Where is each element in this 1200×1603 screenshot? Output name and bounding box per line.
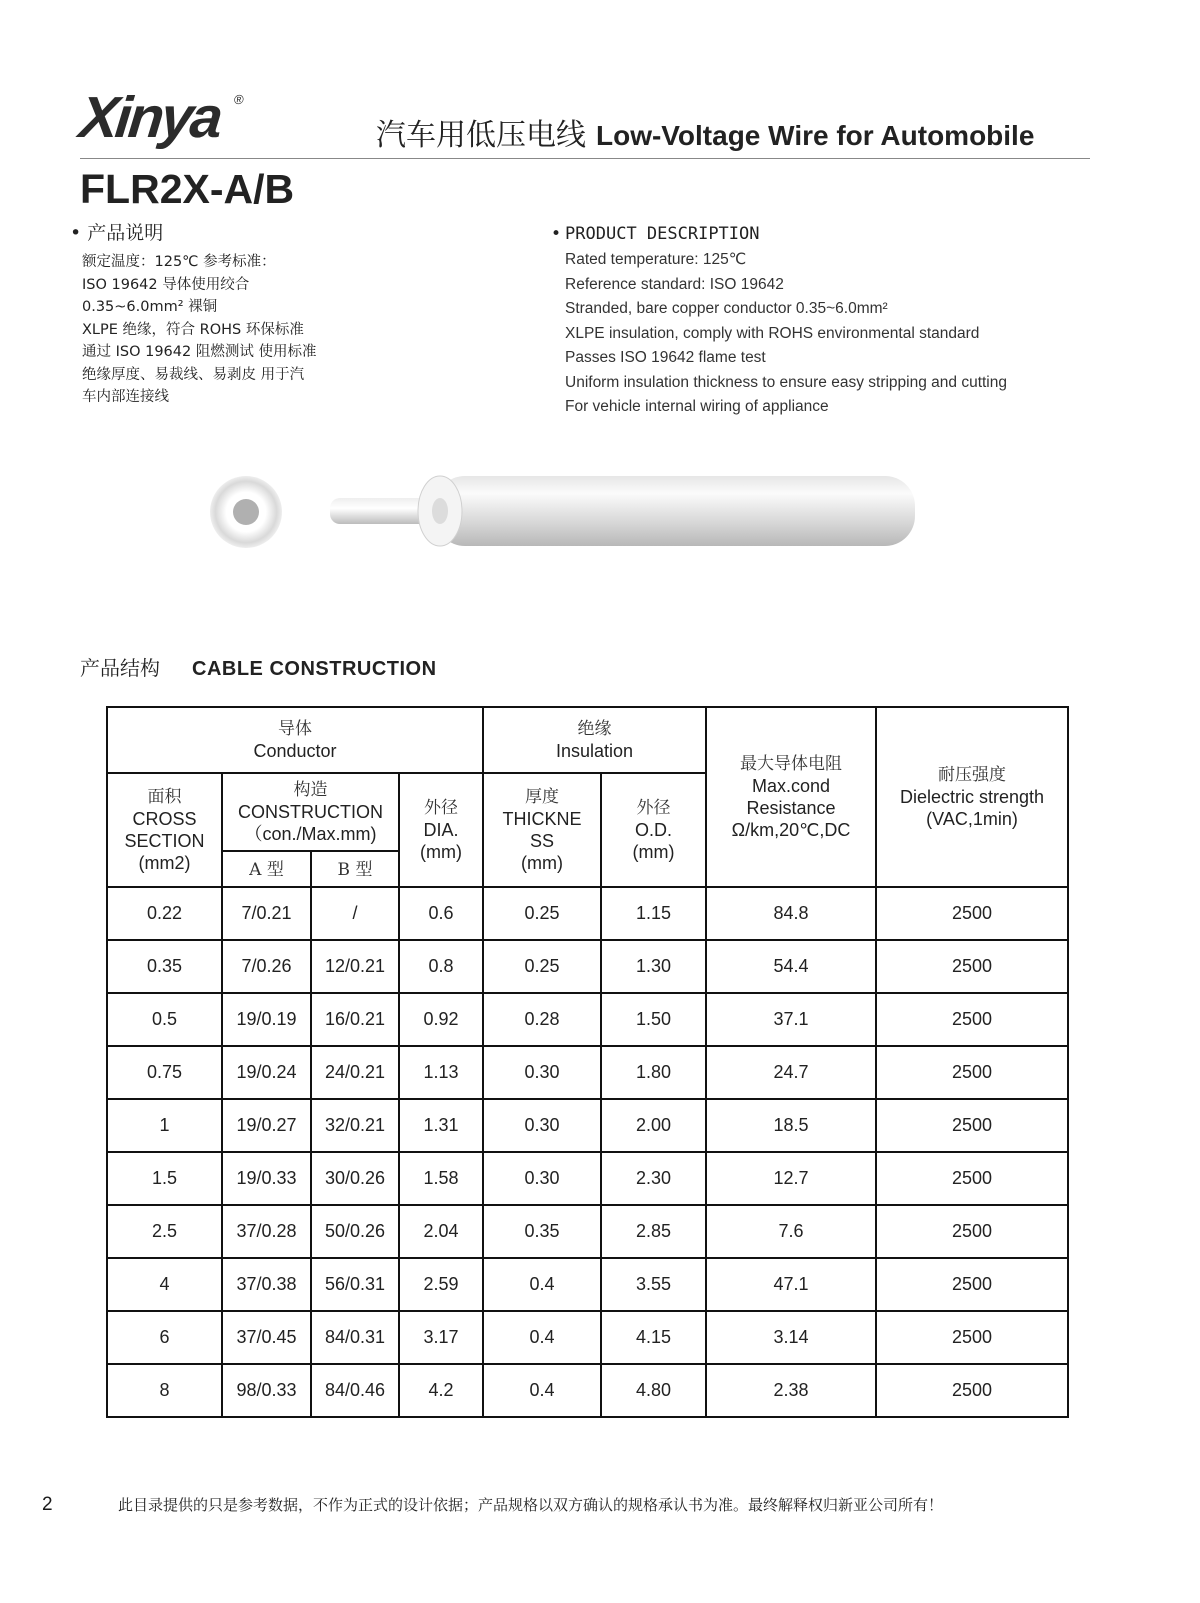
cross-section-icon	[210, 476, 282, 548]
cell-cross-section: 1	[107, 1099, 222, 1152]
cell-outer-diameter: 1.80	[601, 1046, 706, 1099]
cell-outer-diameter: 1.50	[601, 993, 706, 1046]
logo-text: Xinya	[76, 85, 224, 150]
header-conductor-cn: 导体	[278, 719, 312, 739]
en-description	[551, 224, 1085, 420]
brand-logo	[76, 84, 245, 151]
cell-construction-a: 19/0.19	[222, 993, 311, 1046]
header-resistance-en: Max.cond	[751, 776, 831, 796]
cell-dielectric: 2500	[876, 1205, 1068, 1258]
cell-outer-diameter: 2.00	[601, 1099, 706, 1152]
table-row	[107, 1099, 1068, 1152]
en-description-line: Rated temperature: 125℃	[565, 251, 747, 268]
cell-construction-b: 12/0.21	[311, 940, 399, 993]
header-title-en: Low-Voltage Wire for Automobile	[596, 120, 1035, 151]
header-diameter-en: DIA.	[423, 820, 459, 840]
cn-description-line: XLPE 绝缘，符合 ROHS 环保标准	[82, 321, 304, 338]
header-diameter-unit: (mm)	[420, 842, 462, 862]
cell-resistance: 84.8	[706, 887, 876, 940]
header-diameter-cn: 外径	[424, 798, 458, 818]
cell-resistance: 3.14	[706, 1311, 876, 1364]
table-body	[107, 887, 1068, 1417]
cell-construction-a: 37/0.38	[222, 1258, 311, 1311]
cell-resistance: 2.38	[706, 1364, 876, 1417]
cell-cross-section: 0.75	[107, 1046, 222, 1099]
section-title-en: CABLE CONSTRUCTION	[192, 658, 437, 680]
cell-cross-section: 0.5	[107, 993, 222, 1046]
cell-resistance: 37.1	[706, 993, 876, 1046]
cell-dielectric: 2500	[876, 1152, 1068, 1205]
cell-thickness: 0.4	[483, 1258, 601, 1311]
cell-dielectric: 2500	[876, 1364, 1068, 1417]
cell-cross-section: 0.35	[107, 940, 222, 993]
header-cross-section-en: SECTION	[124, 831, 205, 851]
table-row	[107, 1364, 1068, 1417]
cell-diameter: 3.17	[399, 1311, 483, 1364]
cell-construction-b: 30/0.26	[311, 1152, 399, 1205]
cell-construction-b: 56/0.31	[311, 1258, 399, 1311]
header-outer-diameter	[601, 773, 706, 887]
cn-description-line: 额定温度：125℃ 参考标准：	[82, 254, 276, 270]
header-resistance	[706, 707, 876, 887]
cell-construction-b: 16/0.21	[311, 993, 399, 1046]
cell-thickness: 0.4	[483, 1311, 601, 1364]
header-cross-section-cn: 面积	[147, 787, 182, 807]
registered-mark: ®	[233, 92, 245, 107]
table-row	[107, 1046, 1068, 1099]
cell-diameter: 2.04	[399, 1205, 483, 1258]
cell-diameter: 1.31	[399, 1099, 483, 1152]
cell-outer-diameter: 4.80	[601, 1364, 706, 1417]
cell-cross-section: 2.5	[107, 1205, 222, 1258]
header-cross-section	[107, 773, 222, 887]
header-dielectric-unit: (VAC,1min)	[926, 809, 1018, 829]
cell-resistance: 18.5	[706, 1099, 876, 1152]
cell-thickness: 0.25	[483, 887, 601, 940]
cn-description	[70, 218, 370, 409]
cell-outer-diameter: 4.15	[601, 1311, 706, 1364]
header-insulation-cn: 绝缘	[577, 719, 612, 739]
en-description-heading-text: PRODUCT DESCRIPTION	[565, 224, 760, 244]
cell-construction-b: 84/0.46	[311, 1364, 399, 1417]
cn-description-line: 通过 ISO 19642 阻燃测试 使用标准	[82, 344, 317, 360]
header-thickness-en: THICKNE	[502, 809, 582, 829]
cell-thickness: 0.28	[483, 993, 601, 1046]
header-dielectric-cn: 耐压强度	[938, 765, 1006, 785]
wire-side-icon	[330, 476, 915, 546]
cell-diameter: 2.59	[399, 1258, 483, 1311]
cell-diameter: 4.2	[399, 1364, 483, 1417]
header-thickness-unit: (mm)	[521, 853, 563, 873]
page-header-title	[376, 110, 1034, 154]
cell-thickness: 0.4	[483, 1364, 601, 1417]
header-construction	[222, 773, 399, 851]
header-thickness-cn: 厚度	[525, 787, 559, 807]
en-description-line: Passes ISO 19642 flame test	[565, 349, 766, 366]
cn-description-line: ISO 19642 导体使用绞合	[82, 276, 250, 293]
cell-cross-section: 1.5	[107, 1152, 222, 1205]
header-divider	[80, 158, 1090, 159]
table-row	[107, 993, 1068, 1046]
cell-resistance: 12.7	[706, 1152, 876, 1205]
table-row	[107, 1152, 1068, 1205]
header-conductor	[107, 707, 483, 773]
cn-description-heading: • 产品说明	[70, 222, 164, 244]
cell-cross-section: 6	[107, 1311, 222, 1364]
cell-thickness: 0.30	[483, 1046, 601, 1099]
cell-resistance: 54.4	[706, 940, 876, 993]
cell-construction-a: 98/0.33	[222, 1364, 311, 1417]
cell-dielectric: 2500	[876, 993, 1068, 1046]
cell-outer-diameter: 3.55	[601, 1258, 706, 1311]
cell-construction-b: 84/0.31	[311, 1311, 399, 1364]
page-number: 2	[42, 1494, 53, 1515]
footer-disclaimer: 此目录提供的只是参考数据，不作为正式的设计依据；产品规格以双方确认的规格承认书为准。最终解释权归新亚公司所有！	[118, 1496, 944, 1514]
header-type-b	[311, 851, 399, 887]
header-cross-section-en: CROSS	[132, 809, 197, 829]
header-construction-cn: 构造	[293, 780, 328, 800]
header-dielectric-en: Dielectric strength	[899, 787, 1045, 807]
header-outer-diameter-en: O.D.	[634, 820, 672, 840]
en-description-line: Uniform insulation thickness to ensure easy stripping and cutting	[565, 373, 1007, 391]
header-outer-diameter-unit: (mm)	[632, 842, 675, 862]
cell-construction-a: 19/0.27	[222, 1099, 311, 1152]
section-title-cn: 产品结构	[80, 656, 160, 680]
cell-dielectric: 2500	[876, 1099, 1068, 1152]
cell-dielectric: 2500	[876, 1311, 1068, 1364]
cell-thickness: 0.25	[483, 940, 601, 993]
cell-construction-b: 50/0.26	[311, 1205, 399, 1258]
table-row	[107, 1258, 1068, 1311]
en-description-heading	[551, 224, 1085, 244]
header-type-a-label: A 型	[249, 859, 284, 880]
cell-diameter: 0.92	[399, 993, 483, 1046]
cell-construction-a: 37/0.45	[222, 1311, 311, 1364]
cell-outer-diameter: 1.30	[601, 940, 706, 993]
header-dielectric	[876, 707, 1068, 887]
cell-diameter: 0.8	[399, 940, 483, 993]
en-description-line: For vehicle internal wiring of appliance	[565, 398, 829, 415]
table-row	[107, 1311, 1068, 1364]
cable-construction-table	[106, 706, 1069, 1418]
cell-thickness: 0.30	[483, 1099, 601, 1152]
model-title: FLR2X-A/B	[80, 166, 295, 212]
cell-diameter: 1.58	[399, 1152, 483, 1205]
cell-construction-a: 19/0.33	[222, 1152, 311, 1205]
cell-outer-diameter: 2.85	[601, 1205, 706, 1258]
cell-outer-diameter: 1.15	[601, 887, 706, 940]
header-conductor-en: Conductor	[253, 741, 337, 761]
cell-resistance: 7.6	[706, 1205, 876, 1258]
header-construction-unit: （con./Max.mm)	[244, 824, 377, 844]
cell-construction-a: 19/0.24	[222, 1046, 311, 1099]
cell-construction-a: 7/0.21	[222, 887, 311, 940]
cell-diameter: 0.6	[399, 887, 483, 940]
header-type-a	[222, 851, 311, 887]
cn-description-line: 车内部连接线	[82, 389, 169, 405]
cell-dielectric: 2500	[876, 887, 1068, 940]
cell-construction-b: 32/0.21	[311, 1099, 399, 1152]
cell-construction-a: 7/0.26	[222, 940, 311, 993]
header-diameter	[399, 773, 483, 887]
cell-cross-section: 0.22	[107, 887, 222, 940]
header-construction-en: CONSTRUCTION	[238, 802, 383, 822]
cell-thickness: 0.30	[483, 1152, 601, 1205]
cell-resistance: 24.7	[706, 1046, 876, 1099]
cn-description-line: 0.35~6.0mm² 裸铜	[82, 299, 218, 315]
cell-cross-section: 8	[107, 1364, 222, 1417]
header-type-b-label: B 型	[337, 859, 373, 880]
header-outer-diameter-cn: 外径	[636, 798, 671, 818]
section-title	[80, 652, 437, 681]
en-description-line: Stranded, bare copper conductor 0.35~6.0mm²	[565, 300, 888, 317]
cell-construction-a: 37/0.28	[222, 1205, 311, 1258]
table-row	[107, 940, 1068, 993]
table-row	[107, 1205, 1068, 1258]
header-insulation	[483, 707, 706, 773]
table-row	[107, 887, 1068, 940]
cell-diameter: 1.13	[399, 1046, 483, 1099]
header-resistance-en: Resistance	[746, 798, 836, 818]
cell-thickness: 0.35	[483, 1205, 601, 1258]
header-cross-section-unit: (mm2)	[138, 853, 191, 873]
cell-resistance: 47.1	[706, 1258, 876, 1311]
header-resistance-cn: 最大导体电阻	[740, 754, 842, 774]
header-thickness-en: SS	[529, 831, 554, 851]
bullet-icon: •	[551, 224, 562, 244]
en-description-line: Reference standard: ISO 19642	[565, 275, 784, 293]
en-description-line: XLPE insulation, comply with ROHS environmental standard	[565, 324, 980, 342]
cn-description-line: 绝缘厚度、易裁线、易剥皮 用于汽	[82, 366, 305, 383]
header-insulation-en: Insulation	[555, 741, 634, 761]
cell-dielectric: 2500	[876, 940, 1068, 993]
cell-construction-b: /	[311, 887, 399, 940]
header-title-cn: 汽车用低压电线	[376, 118, 586, 153]
header-resistance-unit: Ω/km,20℃,DC	[731, 820, 851, 840]
wire-illustration	[210, 468, 930, 558]
cell-construction-b: 24/0.21	[311, 1046, 399, 1099]
cell-dielectric: 2500	[876, 1258, 1068, 1311]
cell-cross-section: 4	[107, 1258, 222, 1311]
header-thickness	[483, 773, 601, 887]
cell-outer-diameter: 2.30	[601, 1152, 706, 1205]
cell-dielectric: 2500	[876, 1046, 1068, 1099]
